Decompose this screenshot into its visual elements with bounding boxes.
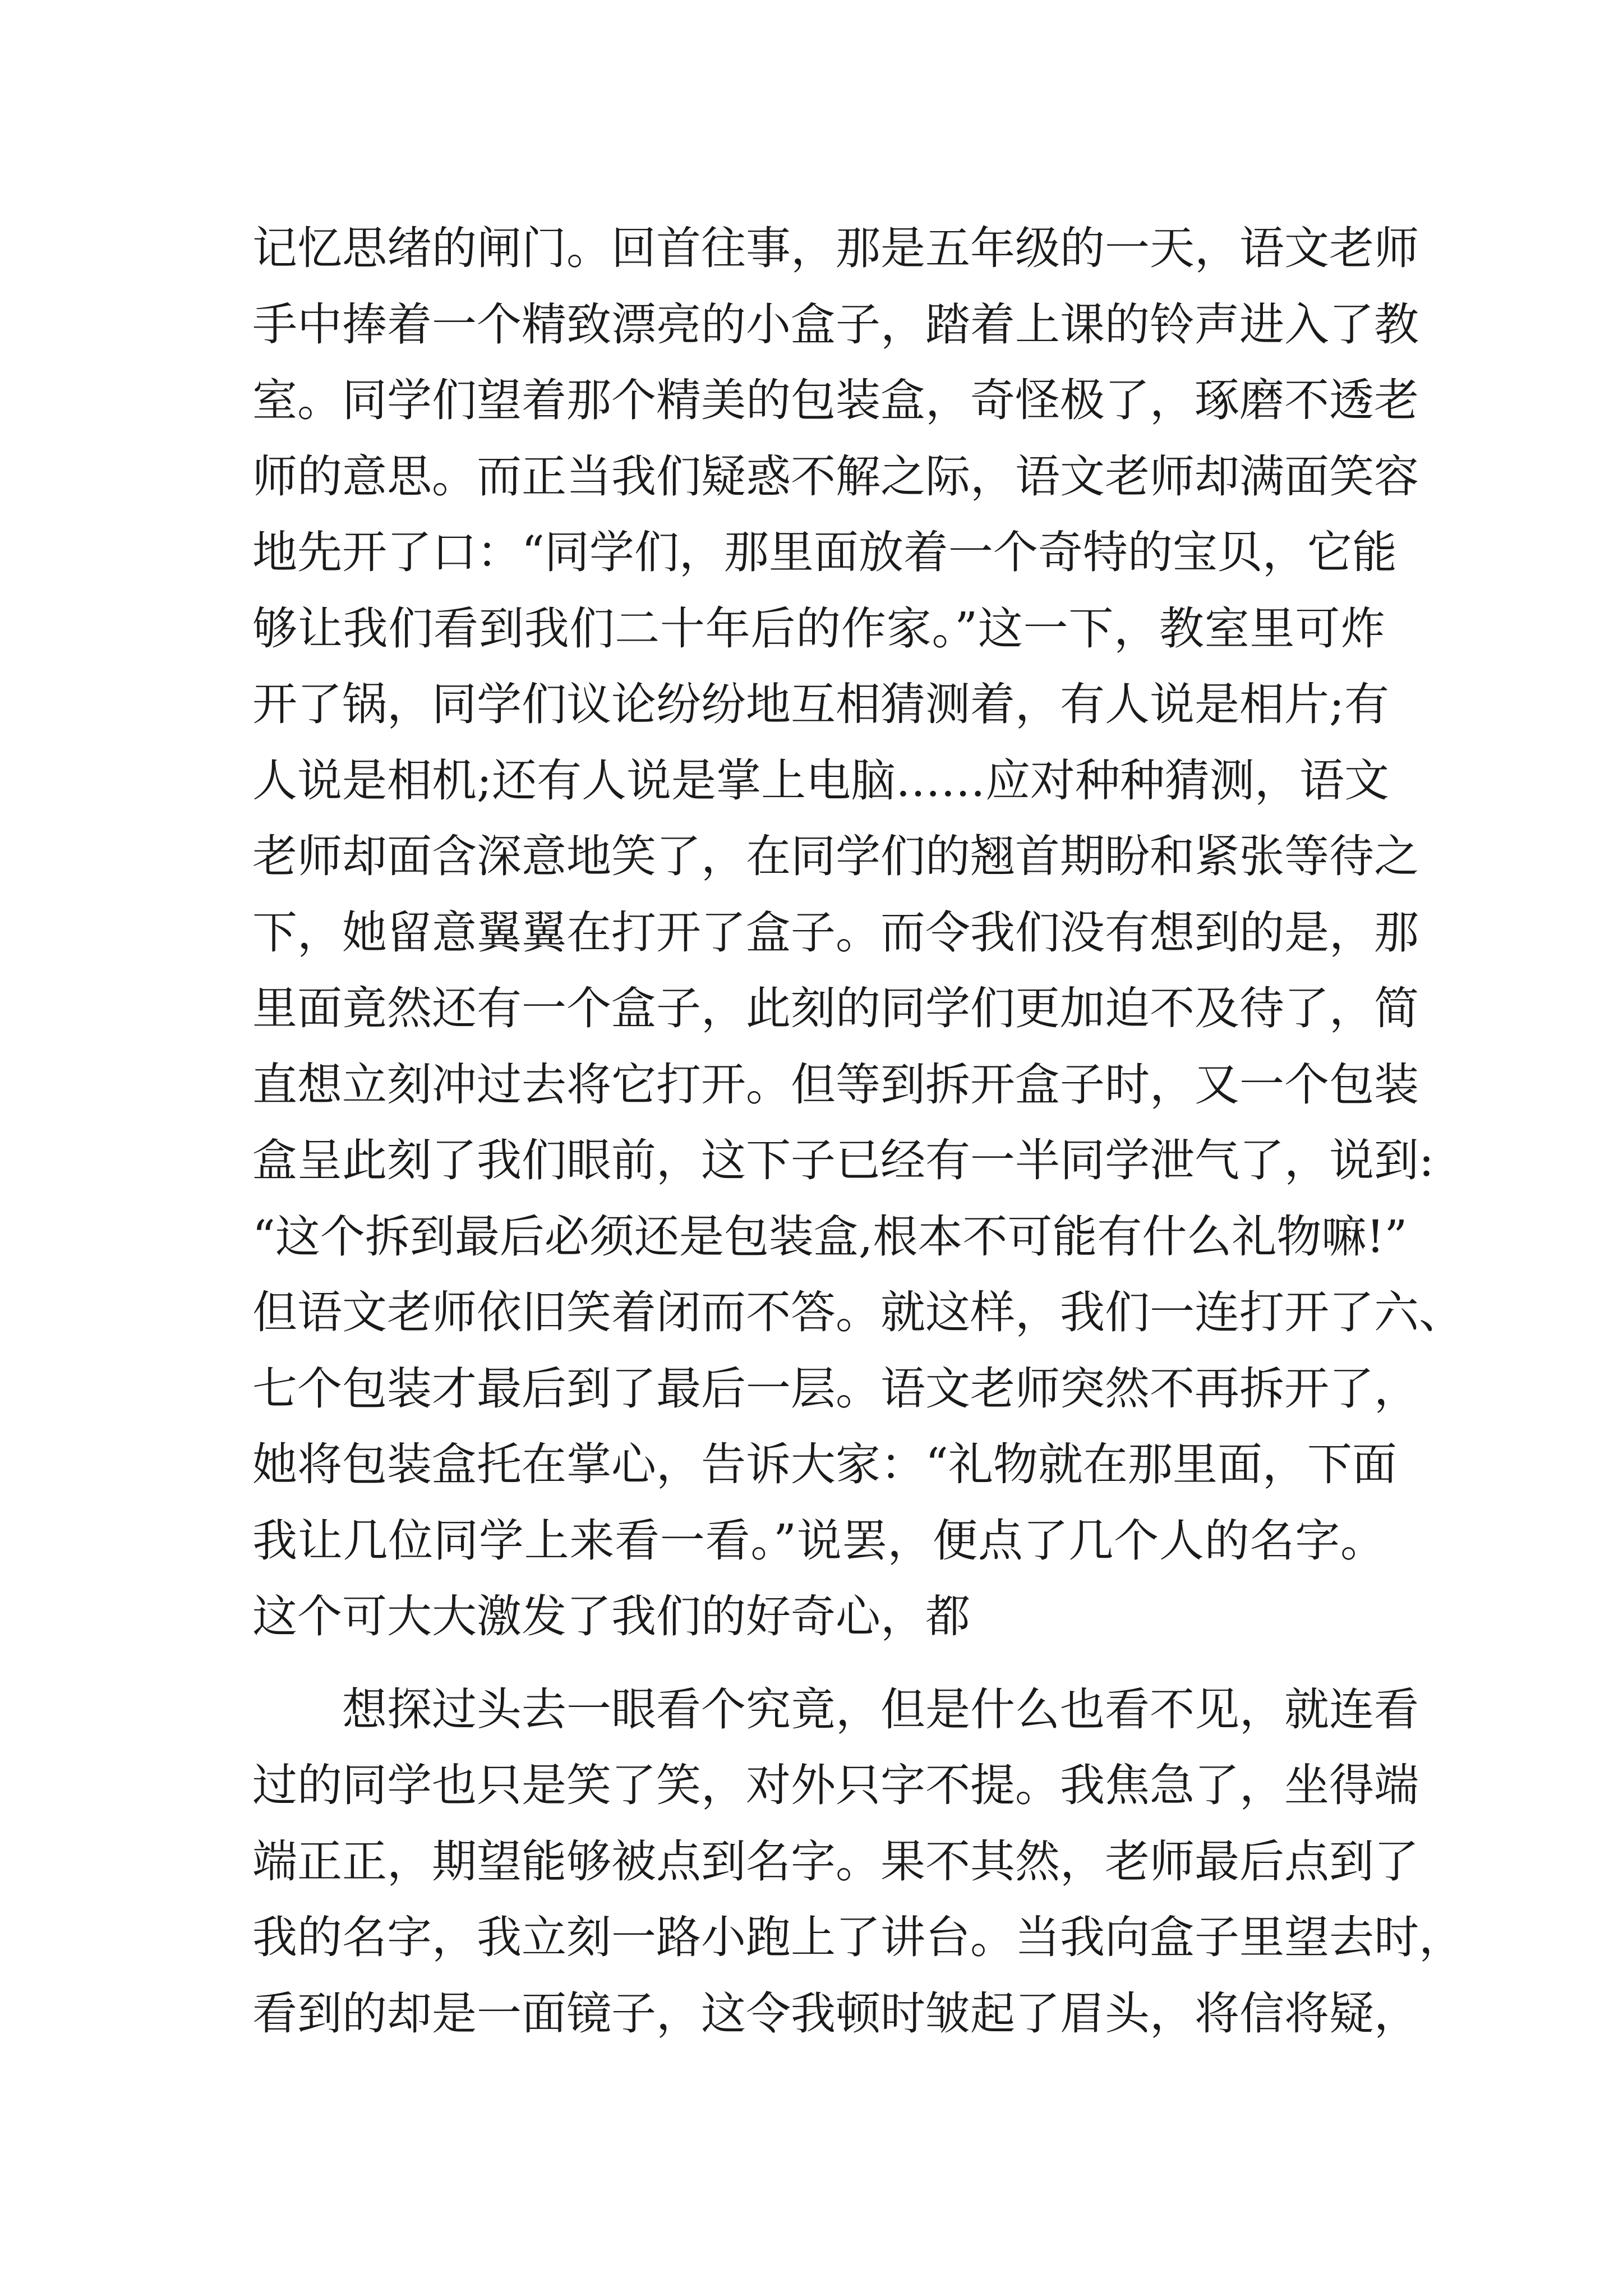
text-line: 手中捧着一个精致漂亮的小盒子，踏着上课的铃声进入了教 xyxy=(252,298,1419,351)
text-line: 老师却面含深意地笑了，在同学们的翘首期盼和紧张等待之 xyxy=(252,830,1419,882)
text-line: 想探过头去一眼看个究竟，但是什么也看不见，就连看 xyxy=(342,1683,1419,1736)
text-line: 但语文老师依旧笑着闭而不答。就这样，我们一连打开了六、 xyxy=(252,1286,1464,1338)
text-line: 这个可大大激发了我们的好奇心，都 xyxy=(252,1590,970,1642)
text-line: 室。同学们望着那个精美的包装盒，奇怪极了，琢磨不透老 xyxy=(252,374,1419,426)
text-line: 过的同学也只是笑了笑，对外只字不提。我焦急了，坐得端 xyxy=(252,1759,1419,1811)
text-line: “这个拆到最后必须还是包装盒,根本不可能有什么礼物嘛!” xyxy=(252,1210,1408,1263)
paragraph-gap xyxy=(252,1655,1385,1672)
text-line: 师的意思。而正当我们疑惑不解之际，语文老师却满面笑容 xyxy=(252,450,1419,503)
text-line: 我的名字，我立刻一路小跑上了讲台。当我向盒子里望去时， xyxy=(252,1911,1464,1963)
text-line: 人说是相机;还有人说是掌上电脑……应对种种猜测，语文 xyxy=(252,754,1389,807)
paragraph-2 xyxy=(252,1672,1464,2052)
text-line: 端正正，期望能够被点到名字。果不其然，老师最后点到了 xyxy=(252,1835,1419,1888)
document-body xyxy=(252,210,1464,2051)
text-line: 记忆思绪的闸门。回首往事，那是五年级的一天，语文老师 xyxy=(252,222,1419,274)
text-line: 看到的却是一面镜子，这令我顿时皱起了眉头，将信将疑， xyxy=(252,1987,1419,2040)
text-line: 七个包装才最后到了最后一层。语文老师突然不再拆开了， xyxy=(252,1362,1419,1415)
text-line: 下，她留意翼翼在打开了盒子。而令我们没有想到的是，那 xyxy=(252,906,1419,959)
text-line: 开了锅，同学们议论纷纷地互相猜测着，有人说是相片;有 xyxy=(252,678,1389,730)
paragraph-1 xyxy=(252,210,1464,1655)
text-line: 直想立刻冲过去将它打开。但等到拆开盒子时，又一个包装 xyxy=(252,1058,1419,1111)
text-line: 里面竟然还有一个盒子，此刻的同学们更加迫不及待了，简 xyxy=(252,982,1419,1034)
text-line: 够让我们看到我们二十年后的作家。”这一下，教室里可炸 xyxy=(252,602,1385,655)
text-line: 地先开了口：“同学们，那里面放着一个奇特的宝贝，它能 xyxy=(252,526,1397,578)
text-line: 盒呈此刻了我们眼前，这下子已经有一半同学泄气了，说到: xyxy=(252,1134,1434,1186)
text-line: 她将包装盒托在掌心，告诉大家：“礼物就在那里面，下面 xyxy=(252,1438,1397,1490)
text-line: 我让几位同学上来看一看。”说罢，便点了几个人的名字。 xyxy=(252,1514,1385,1567)
